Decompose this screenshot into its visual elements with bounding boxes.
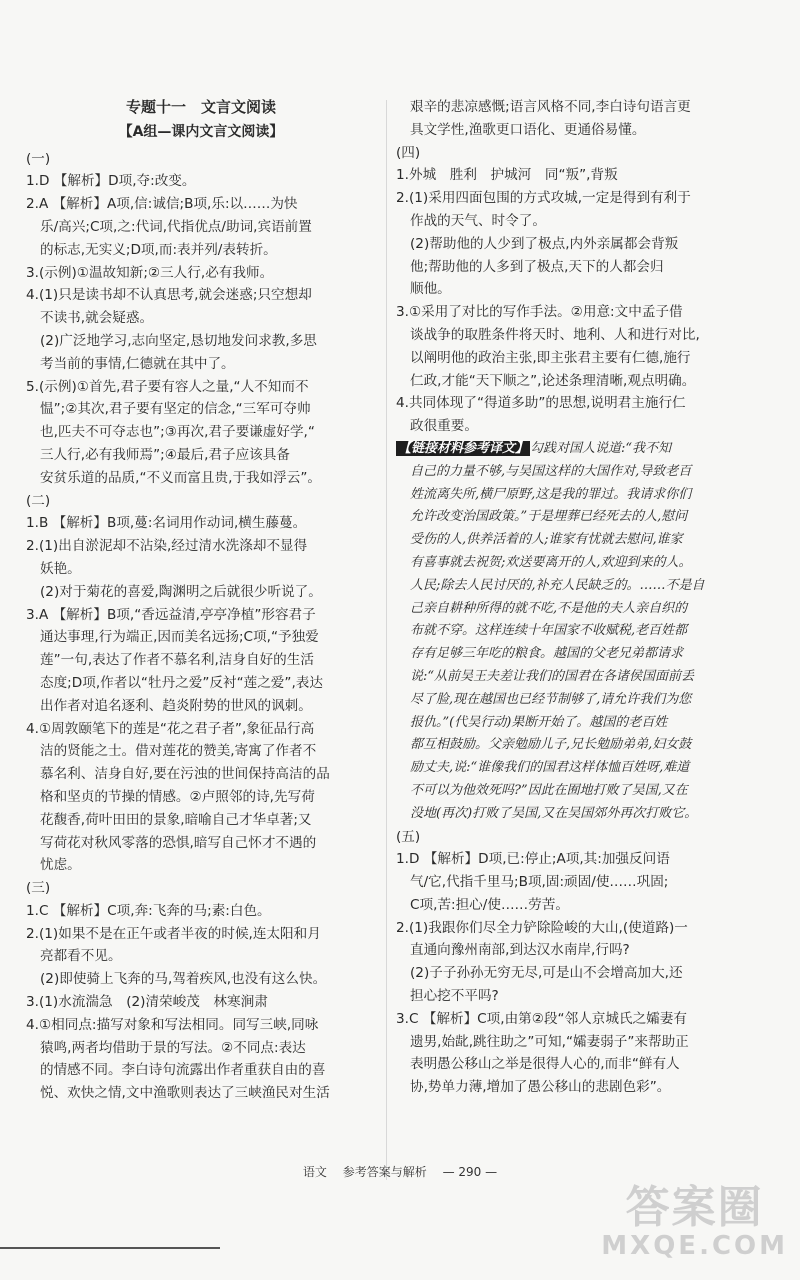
text-line: 5.(示例)①首先,君子要有容人之量,“人不知而不: [26, 378, 309, 395]
text-line: 直通向豫州南部,到达汉水南岸,行吗?: [410, 942, 630, 959]
watermark-url: MXQE.COM: [601, 1231, 788, 1261]
text-line: (2)对于菊花的喜爱,陶渊明之后就很少听说了。: [40, 583, 322, 600]
text-line: 1.外城 胜利 护城河 同“叛”,背叛: [396, 167, 618, 184]
text-line: 受伤的人,供养活着的人;谁家有忧就去慰问,谁家: [410, 532, 683, 548]
link-material-label: 【链接材料参考译文】: [398, 440, 529, 456]
text-line: 气/它,代指千里马;B项,固:顽固/使……巩固;: [410, 874, 669, 891]
text-line: 担心挖不平吗?: [410, 988, 499, 1005]
text-line: 2.(1)出自淤泥却不沾染,经过清水洗涤却不显得: [26, 538, 308, 555]
section-title: 专题十一 文言文阅读: [125, 98, 276, 116]
text-line: 励丈夫,说:“谁像我们的国君这样体恤百姓呀,难道: [410, 760, 690, 776]
text-line: 乐/高兴;C项,之:代词,代指优点/助词,宾语前置: [40, 218, 312, 235]
text-line: (一): [26, 150, 51, 167]
text-line: 允许改变治国政策。”于是埋葬已经死去的人,慰问: [410, 509, 688, 525]
text-line: 有喜事就去祝贺;欢送要离开的人,欢迎到来的人。: [410, 554, 692, 570]
text-line: 格和坚贞的节操的情感。②卢照邻的诗,先写荷: [40, 788, 315, 805]
text-line: 表明愚公移山之举是很得人心的,而非“鲜有人: [410, 1056, 680, 1073]
text-line: 4.(1)只是读书却不认真思考,就会迷惑;只空想却: [26, 287, 312, 304]
text-line: 妖艳。: [40, 560, 81, 577]
text-line: 存有足够三年吃的粮食。越国的父老兄弟都请求: [410, 646, 684, 662]
text-line: 1.D 【解析】D项,夺:改变。: [26, 173, 196, 190]
text-line: 3.A 【解析】B项,“香远益清,亭亭净植”形容君子: [26, 606, 316, 623]
text-line: 作战的天气、时令了。: [410, 212, 546, 229]
text-line: 说:“从前吴王夫差让我们的国君在各诸侯国面前丢: [410, 668, 695, 684]
text-line: 三人行,必有我师焉”;④最后,君子应该具备: [40, 446, 290, 463]
column-divider: [386, 100, 387, 1180]
text-line: 不可以为他效死吗?”因此在囿地打败了吴国,又在: [410, 782, 688, 798]
text-line: C项,苦:担心/使……劳苦。: [410, 896, 569, 913]
text-line: 慕名利、洁身自好,要在污浊的世间保持高洁的品: [40, 766, 330, 783]
text-line: 写荷花对秋风零落的恐惧,暗写自己怀才不遇的: [40, 834, 317, 851]
text-line: 1.C 【解析】C项,奔:飞奔的马;素:白色。: [26, 902, 271, 919]
text-line: (三): [26, 880, 51, 897]
text-line: 政很重要。: [410, 418, 478, 435]
text-line: 3.(1)水流湍急 (2)清荣峻茂 林寒涧肃: [26, 994, 268, 1011]
text-line: 姓流离失所,横尸原野,这是我的罪过。我请求你们: [410, 486, 692, 502]
watermark: [601, 1184, 788, 1260]
text-line: 以阐明他的政治主张,即主张君主要有仁德,施行: [410, 349, 691, 366]
text-line: (四): [396, 144, 421, 161]
text-line: 安贫乐道的品质,“不义而富且贵,于我如浮云”。: [40, 469, 322, 486]
text-line: (2)即使骑上飞奔的马,驾着疾风,也没有这么快。: [40, 971, 327, 988]
text-line: 4.①周敦颐笔下的莲是“花之君子者”,象征品行高: [26, 720, 315, 737]
text-line: (2)子子孙孙无穷无尽,可是山不会增高加大,还: [410, 965, 683, 982]
text-line: 1.B 【解析】B项,蔓:名词用作动词,横生藤蔓。: [26, 515, 307, 532]
text-line: 报仇。”(代吴行动)果断开始了。越国的老百姓: [410, 714, 668, 730]
footer-section: 参考答案与解析: [342, 1165, 427, 1179]
text-line: 2.A 【解析】A项,信:诚信;B项,乐:以……为快: [26, 196, 298, 213]
link-translation-lines: [396, 461, 746, 826]
text-line: 人民;除去人民讨厌的,补充人民缺乏的。……不是自: [410, 577, 705, 593]
left-answer-lines: [26, 148, 376, 1105]
text-line: 态度;D项,作者以“牡丹之爱”反衬“莲之爱”,表达: [40, 674, 323, 691]
link-first-line-text: 勾践对国人说道:“我不知: [530, 440, 672, 456]
text-line: 3.(示例)①温故知新;②三人行,必有我师。: [26, 264, 274, 281]
text-line: 艰辛的悲凉感慨;语言风格不同,李白诗句语言更: [410, 99, 691, 115]
footer-subject: 语文: [302, 1165, 327, 1179]
text-line: 布就不穿。这样连续十年国家不收赋税,老百姓都: [410, 623, 688, 639]
text-line: 花馥香,荷叶田田的景象,暗喻自己才华卓著;又: [40, 811, 312, 828]
text-line: 具文学性,渔歌更口语化、更通俗易懂。: [410, 121, 646, 138]
text-line: 4.①相同点:描写对象和写法相同。同写三峡,同咏: [26, 1016, 319, 1033]
left-column: [26, 96, 376, 1105]
page-footer: [0, 1163, 800, 1180]
text-line: (2)帮助他的人少到了极点,内外亲属都会背叛: [410, 235, 679, 252]
right-answer-lines-top: [396, 96, 746, 438]
text-line: 没地(再次)打败了吴国,又在吴国郊外再次打败它。: [410, 805, 698, 821]
text-line: 遗男,始龀,跳往助之”可知,“孀妻弱子”来帮助正: [410, 1033, 689, 1050]
footer-page-number: — 290 —: [442, 1165, 498, 1179]
text-line: (2)广泛地学习,志向坚定,恳切地发问求教,多思: [40, 332, 317, 349]
bottom-rule: [0, 1247, 220, 1249]
right-column: [396, 96, 746, 1099]
text-line: 协,势单力薄,增加了愚公移山的悲剧色彩”。: [410, 1079, 671, 1096]
text-line: 洁的贤能之士。借对莲花的赞美,寄寓了作者不: [40, 743, 317, 760]
text-line: 顺他。: [410, 281, 451, 298]
text-line: 亮都看不见。: [40, 948, 122, 965]
text-line: 悦、欢快之情,文中渔歌则表达了三峡渔民对生活: [40, 1085, 330, 1102]
text-line: 他;帮助他的人多到了极点,天下的人都会归: [410, 258, 664, 275]
text-line: 莲”一句,表达了作者不慕名利,洁身自好的生活: [40, 652, 314, 669]
right-answer-lines-bottom: [396, 826, 746, 1100]
text-line: 4.共同体现了“得道多助”的思想,说明君主施行仁: [396, 395, 686, 412]
text-line: 3.①采用了对比的写作手法。②用意:文中孟子借: [396, 304, 683, 321]
text-line: 猿鸣,两者均借助于景的写法。②不同点:表达: [40, 1039, 306, 1056]
text-line: 谈战争的取胜条件将天时、地利、人和进行对比,: [410, 326, 700, 343]
text-line: 自己的力量不够,与吴国这样的大国作对,导致老百: [410, 463, 692, 479]
text-line: 都互相鼓励。父亲勉励儿子,兄长勉励弟弟,妇女鼓: [410, 737, 692, 753]
text-line: 尽了脸,现在越国也已经节制够了,请允许我们为您: [410, 691, 692, 707]
text-line: 的情感不同。李白诗句流露出作者重获自由的喜: [40, 1062, 326, 1079]
text-line: 2.(1)如果不是在正午或者半夜的时候,连太阳和月: [26, 925, 321, 942]
text-line: 2.(1)我跟你们尽全力铲除险峻的大山,(使道路)一: [396, 919, 688, 936]
text-line: 仁政,才能“天下顺之”,论述条理清晰,观点明确。: [410, 372, 696, 389]
text-line: 1.D 【解析】D项,已:停止;A项,其:加强反问语: [396, 851, 670, 868]
text-line: (五): [396, 828, 421, 845]
text-line: 不读书,就会疑惑。: [40, 310, 154, 327]
text-line: 也,匹夫不可夺志也”;③再次,君子要谦虚好学,“: [40, 424, 315, 441]
watermark-logo-text: 答案圈: [625, 1182, 764, 1233]
text-line: 忧虑。: [40, 857, 81, 874]
section-subtitle: 【A组—课内文言文阅读】: [118, 123, 284, 140]
text-line: 通达事理,行为端正,因而美名远扬;C项,“予独爱: [40, 629, 319, 646]
text-line: 考当前的事情,仁德就在其中了。: [40, 355, 235, 372]
text-line: 愠”;②其次,君子要有坚定的信念,“三军可夺帅: [40, 401, 311, 418]
text-line: 2.(1)采用四面包围的方式攻城,一定是得到有利于: [396, 190, 691, 207]
link-translation-first-line: [396, 438, 746, 461]
text-line: 的标志,无实义;D项,而:表并列/表转折。: [40, 241, 277, 258]
text-line: 3.C 【解析】C项,由第②段“邻人京城氏之孀妻有: [396, 1010, 687, 1027]
text-line: 出作者对追名逐利、趋炎附势的世风的讽刺。: [40, 697, 312, 714]
text-line: (二): [26, 492, 51, 509]
text-line: 己亲自耕种所得的就不吃,不是他的夫人亲自织的: [410, 600, 688, 616]
